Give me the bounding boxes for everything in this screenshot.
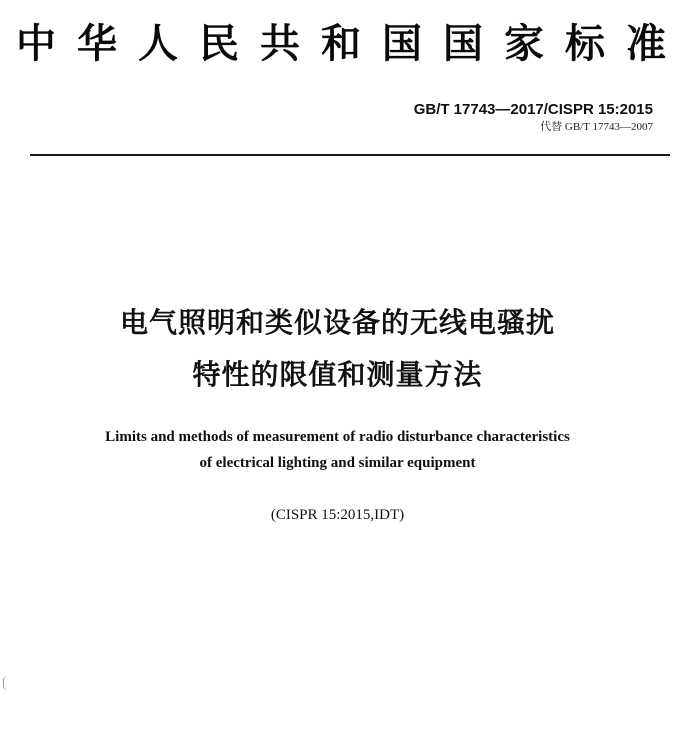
heading-char: 华	[77, 21, 117, 67]
national-standard-heading	[16, 20, 666, 68]
heading-char: 标	[565, 21, 605, 67]
heading-char: 和	[321, 21, 361, 67]
heading-char: 中	[16, 21, 56, 67]
heading-char: 国	[443, 21, 483, 67]
heading-char: 共	[260, 21, 300, 67]
english-title-line-2: of electrical lighting and similar equipment	[199, 455, 476, 471]
heading-char: 民	[199, 21, 239, 67]
heading-char: 家	[504, 21, 544, 67]
heading-char: 国	[382, 21, 422, 67]
chinese-title-line-1: 电气照明和类似设备的无线电骚扰	[119, 306, 555, 339]
equivalence-note: (CISPR 15:2015,IDT)	[270, 507, 405, 523]
english-title-line-1: Limits and methods of measurement of radio disturbance characteristics	[105, 429, 570, 445]
heading-char: 准	[626, 21, 666, 67]
header-divider	[30, 154, 670, 156]
heading-char: 人	[138, 21, 178, 67]
chinese-title-line-2: 特性的限值和测量方法	[192, 358, 483, 391]
scan-artifact	[3, 676, 8, 690]
standard-number: GB/T 17743—2017/CISPR 15:2015	[413, 101, 653, 118]
replaces-standard: 代替 GB/T 17743—2007	[540, 121, 653, 133]
